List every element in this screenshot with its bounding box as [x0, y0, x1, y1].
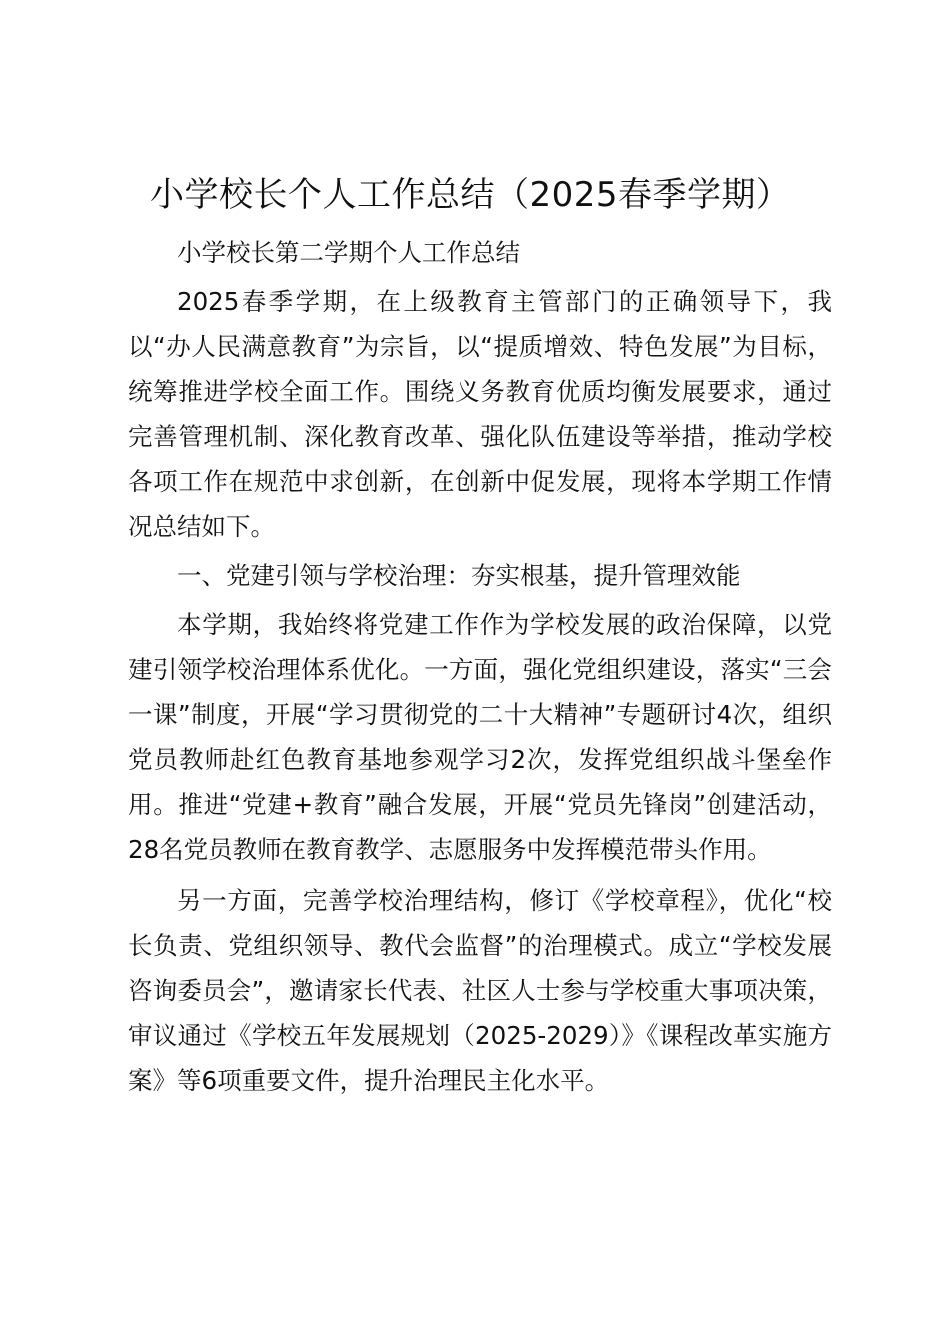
intro-paragraph: 2025春季学期，在上级教育主管部门的正确领导下，我以“办人民满意教育”为宗旨，以“提质增效、特色发展”为目标，统筹推进学校全面工作。围绕义务教育优质均衡发展要求，通过完善管理机制、深化教育改革、强化队伍建设等举措，推动学校各项工作在规范中求创新，在创新中促发展，现将本学期工作情况总结如下。: [128, 287, 832, 541]
document-page: [128, 168, 832, 1103]
section-1-paragraph-2: 另一方面，完善学校治理结构，修订《学校章程》，优化“校长负责、党组织领导、教代会监督”的治理模式。成立“学校发展咨询委员会”，邀请家长代表、社区人士参与学校重大事项决策，审议通过《学校五年发展规划（2025-2029）》《课程改革实施方案》等6项重要文件，提升治理民主化水平。: [128, 886, 832, 1095]
section-1-paragraph-1: 本学期，我始终将党建工作作为学校发展的政治保障，以党建引领学校治理体系优化。一方面，强化党组织建设，落实“三会一课”制度，开展“学习贯彻党的二十大精神”专题研讨4次，组织党员教师赴红色教育基地参观学习2次，发挥党组织战斗堡垒作用。推进“党建+教育”融合发展，开展“党员先锋岗”创建活动，28名党员教师在教育教学、志愿服务中发挥模范带头作用。: [128, 610, 832, 864]
document-subtitle: 小学校长第二学期个人工作总结: [177, 238, 520, 267]
section-1-heading: 一、党建引领与学校治理：夯实根基，提升管理效能: [177, 561, 741, 590]
document-title: 小学校长个人工作总结（2025春季学期）: [150, 175, 791, 215]
